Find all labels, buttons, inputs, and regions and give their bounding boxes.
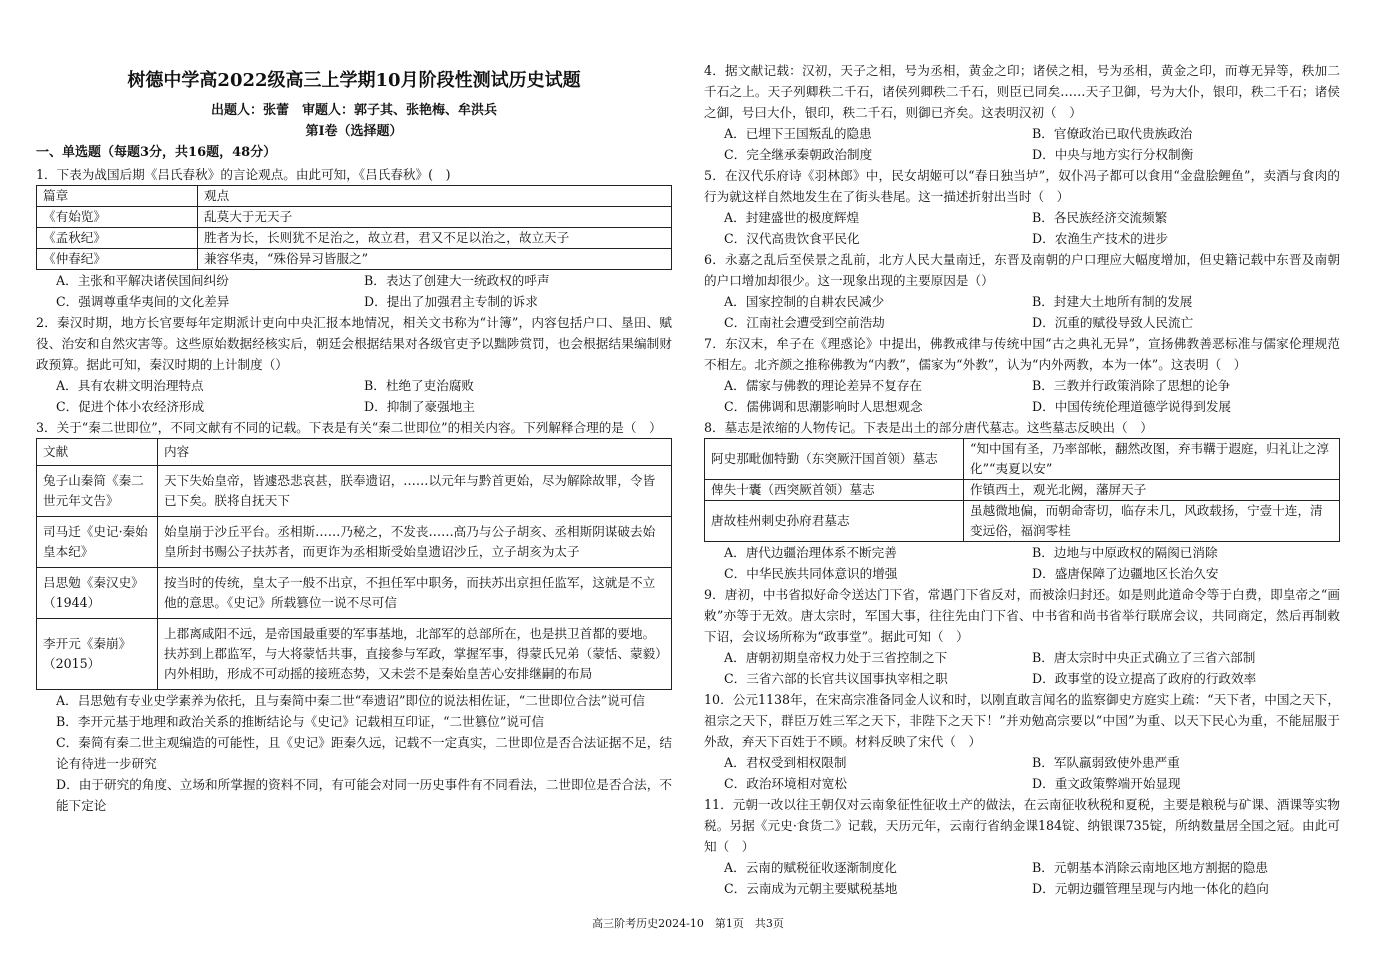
page-footer: 高三阶考历史2024-10 第1页 共3页: [592, 917, 784, 930]
table-row: [37, 249, 672, 270]
table-row: [705, 501, 1340, 542]
option-b: B．军队羸弱致使外患严重: [1032, 755, 1180, 770]
option-b: B．元朝基本消除云南地区地方割据的隐患: [1032, 860, 1268, 875]
table-cell: 阿史那毗伽特勤（东突厥汗国首领）墓志: [705, 439, 964, 480]
question-1: [36, 164, 672, 312]
options: [704, 647, 1340, 689]
table-cell: 俾失十囊（西突厥首领）墓志: [705, 480, 964, 501]
option-a: A．君权受到相权限制: [724, 755, 847, 770]
table-row: [37, 466, 672, 517]
question-4: [704, 60, 1340, 165]
option-b: B．官僚政治已取代贵族政治: [1032, 126, 1193, 141]
table-cell: 天下失始皇帝，皆遽恐悲哀甚，朕奉遗诏，……以元年与黔首更始，尽为解除故罪，令皆已下矣。朕将自抚天下: [158, 466, 672, 517]
question-table: [36, 185, 672, 270]
table-cell: 篇章: [37, 186, 198, 207]
option-c: C．完全继承秦朝政治制度: [724, 147, 873, 162]
option-a: A．唐代边疆治理体系不断完善: [724, 545, 897, 560]
option-c: C．促进个体小农经济形成: [56, 399, 205, 414]
table-row: [37, 186, 672, 207]
option-a: A．儒家与佛教的理论差异不复存在: [724, 378, 923, 393]
option-d: D．盛唐保障了边疆地区长治久安: [1032, 566, 1219, 581]
left-column: [36, 60, 672, 816]
table-row: [705, 439, 1340, 480]
option-c: C．汉代高贵饮食平民化: [724, 231, 860, 246]
option-a: A．封建盛世的极度辉煌: [724, 210, 860, 225]
option-b: B．各民族经济交流频繁: [1032, 210, 1168, 225]
question-10: [704, 689, 1340, 794]
options: [704, 207, 1340, 249]
option-b: B．李开元基于地理和政治关系的推断结论与《史记》记载相互印证，“二世篡位”说可信: [56, 714, 545, 729]
right-column: [704, 60, 1340, 899]
option-a: A．国家控制的自耕农民减少: [724, 294, 885, 309]
question-7: [704, 333, 1340, 417]
question-2: [36, 312, 672, 417]
table-cell: 兼容华夷，“殊俗异习皆服之”: [198, 249, 672, 270]
question-6: [704, 249, 1340, 333]
table-cell: 观点: [198, 186, 672, 207]
option-d: D．中央与地方实行分权制衡: [1032, 147, 1194, 162]
option-c: C．秦简有秦二世主观编造的可能性，且《史记》距秦久远，记载不一定真实，二世即位是否合法证据不足，结论有待进一步研究: [56, 735, 672, 771]
option-a: A．唐朝初期皇帝权力处于三省控制之下: [724, 650, 948, 665]
option-a: A．云南的赋税征收逐渐制度化: [724, 860, 897, 875]
table-row: [37, 517, 672, 568]
option-b: B．唐太宗时中央正式确立了三省六部制: [1032, 650, 1256, 665]
table-row: [37, 619, 672, 690]
table-cell: 唐故桂州刺史孙府君墓志: [705, 501, 964, 542]
options: [704, 542, 1340, 584]
table-cell: 上郡离咸阳不远，是帝国最重要的军事基地，北部军的总部所在，也是拱卫首都的要地。扶苏到上郡监军，与大将蒙恬共事，直接参与军政，掌握军事，得蒙氏兄弟（蒙恬、蒙毅）内外相助，形成不可动摇的接班态势，又未尝不是秦始皇苦心安排继嗣的布局: [158, 619, 672, 690]
question-stem: 6．永嘉之乱后至侯景之乱前，北方人民大量南迁，东晋及南朝的户口理应大幅度增加，但史籍记载中东晋及南朝的户口增加却很少。这一现象出现的主要原因是（）: [704, 252, 1340, 288]
option-d: D．由于研究的角度、立场和所掌握的资料不同，有可能会对同一历史事件有不同看法，二世即位是否合法，不能下定论: [56, 777, 672, 813]
table-row: [37, 568, 672, 619]
question-stem: 8．墓志是浓缩的人物传记。下表是出土的部分唐代墓志。这些墓志反映出（ ）: [704, 420, 1153, 435]
option-c: C．政治环境相对宽松: [724, 776, 847, 791]
options: [36, 375, 672, 417]
options: [36, 270, 672, 312]
table-cell: 胜者为长，长则犹不足治之，故立君，君又不足以治之，故立天子: [198, 228, 672, 249]
question-stem: 11．元朝一改以往王朝仅对云南象征性征收土产的做法，在云南征收秋税和夏税，主要是粮税与矿课、酒课等实物税。另据《元史·食货二》记载，天历元年，云南行省纳金课184锭、纳银课735锭，所纳数量居全国之冠。由此可知（ ）: [704, 797, 1340, 854]
option-b: B．杜绝了吏治腐败: [364, 378, 475, 393]
question-5: [704, 165, 1340, 249]
option-a: A．吕思勉有专业史学素养为依托，且与秦简中秦二世“奉遗诏”即位的说法相佐证，“二世即位合法”说可信: [56, 693, 645, 708]
option-d: D．元朝边疆管理呈现与内地一体化的趋向: [1032, 881, 1269, 896]
options: [704, 752, 1340, 794]
option-d: D．抑制了豪强地主: [364, 399, 475, 414]
table-cell: 按当时的传统，皇太子一般不出京，不担任军中职务，而扶苏出京担任监军，这就是不立他的意思。《史记》所载篡位一说不尽可信: [158, 568, 672, 619]
question-stem: 3．关于“秦二世即位”，不同文献有不同的记载。下表是有关“秦二世即位”的相关内容。下列解释合理的是（ ）: [36, 420, 662, 435]
option-c: C．强调尊重华夷间的文化差异: [56, 294, 230, 309]
section-heading: 一、单选题（每题3分，共16题，48分）: [36, 145, 277, 160]
question-9: [704, 584, 1340, 689]
option-d: D．提出了加强君主专制的诉求: [364, 294, 538, 309]
table-row: [37, 439, 672, 466]
table-cell: 《孟秋纪》: [37, 228, 198, 249]
option-c: C．江南社会遭受到空前浩劫: [724, 315, 885, 330]
part-heading: 第Ⅰ卷（选择题）: [305, 124, 403, 139]
option-c: C．儒佛调和思潮影响时人思想观念: [724, 399, 923, 414]
option-d: D．农渔生产技术的进步: [1032, 231, 1169, 246]
option-c: C．云南成为元朝主要赋税基地: [724, 881, 898, 896]
table-cell: 李开元《秦崩》（2015）: [37, 619, 158, 690]
question-table: [704, 438, 1340, 542]
option-d: D．重文政策弊端开始显现: [1032, 776, 1181, 791]
table-row: [37, 228, 672, 249]
question-stem: 2．秦汉时期，地方长官要每年定期派计吏向中央汇报本地情况，相关文书称为“计簿”，内容包括户口、垦田、赋役、治安和自然灾害等。这些原始数据经核实后，朝廷会根据结果对各级官吏予以黜陟赏罚，也会根据结果编制财政预算。据此可知，秦汉时期的上计制度（）: [36, 315, 672, 372]
option-a: A．具有农耕文明治理特点: [56, 378, 204, 393]
table-cell: 司马迁《史记·秦始皇本纪》: [37, 517, 158, 568]
table-cell: 兔子山秦简《秦二世元年文告》: [37, 466, 158, 517]
options: [704, 123, 1340, 165]
question-8: [704, 417, 1340, 584]
table-cell: 内容: [158, 439, 672, 466]
option-c: C．三省六部的长官共议国事执宰相之职: [724, 671, 948, 686]
table-cell: 虽越微地偏，而朝命寄切，临存未几，风政载扬，宁壹十连，清变远俗，福润零桂: [964, 501, 1340, 542]
question-stem: 9．唐初，中书省拟好命令送达门下省，常遇门下省反对，而被涂归封还。如是则此道命令等于白费，即皇帝之“画敕”亦等于无效。唐太宗时，军国大事，往往先由门下省、中书省和尚书省举行联席会议，共同商定，然后再制敕下诏，会议场所称为“政事堂”。据此可知（ ）: [704, 587, 1340, 644]
option-c: C．中华民族共同体意识的增强: [724, 566, 898, 581]
option-b: B．三教并行政策消除了思想的论争: [1032, 378, 1231, 393]
question-stem: 7．东汉末，牟子在《理惑论》中提出，佛教戒律与传统中国“古之典礼无异”，宣扬佛教善恶标准与儒家伦理规范不相左。北齐颜之推称佛教为“内教”，儒家为“外教”，认为“内外两教，本为一体”。这表明（ ）: [704, 336, 1340, 372]
question-11: [704, 794, 1340, 899]
table-cell: 文献: [37, 439, 158, 466]
option-b: B．边地与中原政权的隔阂已消除: [1032, 545, 1218, 560]
question-stem: 4．据文献记载：汉初，天子之相，号为丞相，黄金之印；诸侯之相，号为丞相，黄金之印，而尊无异等，秩加二千石之上。天子列卿秩二千石，诸侯列卿秩二千石，则臣已同矣……天子卫御，号为大仆，银印，秩二千石；诸侯之御，号曰大仆，银印，秩二千石，则御已齐矣。这表明汉初（ ）: [704, 63, 1340, 120]
table-row: [705, 480, 1340, 501]
question-table: [36, 438, 672, 690]
table-cell: 《有始览》: [37, 207, 198, 228]
question-stem: 10．公元1138年，在宋高宗准备同金人议和时，以刚直敢言闻名的监察御史方庭实上疏：“天下者，中国之天下，祖宗之天下，群臣万姓三军之天下，非陛下之天下！”并劝勉高宗要以“中国”为重、以天下民心为重，不能屈服于外敌，弃天下百姓于不顾。材料反映了宋代（ ）: [704, 692, 1340, 749]
table-cell: 吕思勉《秦汉史》（1944）: [37, 568, 158, 619]
options: [704, 375, 1340, 417]
option-d: D．沉重的赋役导致人民流亡: [1032, 315, 1194, 330]
table-cell: 作镇西土，观光北阙，藩屏天子: [964, 480, 1340, 501]
option-a: A．主张和平解决诸侯国间纠纷: [56, 273, 229, 288]
page-title: 树德中学高2022级高三上学期10月阶段性测试历史试题: [127, 70, 581, 91]
table-cell: “知中国有圣，乃率部帐，翻然改图，弃韦鞲于遐庭，归礼让之淳化”“夷夏以安”: [964, 439, 1340, 480]
option-a: A．已埋下王国叛乱的隐患: [724, 126, 872, 141]
table-cell: 始皇崩于沙丘平台。丞相斯……乃秘之，不发丧……高乃与公子胡亥、丞相斯阴谋破去始皇所封书赐公子扶苏者，而更诈为丞相斯受始皇遗诏沙丘，立子胡亥为太子: [158, 517, 672, 568]
option-b: B．封建大土地所有制的发展: [1032, 294, 1193, 309]
option-b: B．表达了创建大一统政权的呼声: [364, 273, 550, 288]
option-d: D．中国传统伦理道德学说得到发展: [1032, 399, 1232, 414]
table-cell: 《仲春纪》: [37, 249, 198, 270]
table-row: [37, 207, 672, 228]
question-stem: 1．下表为战国后期《吕氏春秋》的言论观点。由此可知，《吕氏春秋》( ): [36, 167, 451, 182]
option-d: D．政事堂的设立提高了政府的行政效率: [1032, 671, 1257, 686]
question-3: [36, 417, 672, 816]
options: [704, 857, 1340, 899]
authors-line: 出题人：张蕾 审题人：郭子其、张艳梅、牟洪兵: [210, 103, 497, 118]
question-stem: 5．在汉代乐府诗《羽林郎》中，民女胡姬可以“春日独当垆”，奴仆冯子都可以食用“金盘脍鲤鱼”，卖酒与食肉的行为就这样自然地发生在了街头巷尾。这一描述折射出当时（ ）: [704, 168, 1340, 204]
options: [704, 291, 1340, 333]
table-cell: 乱莫大于无天子: [198, 207, 672, 228]
